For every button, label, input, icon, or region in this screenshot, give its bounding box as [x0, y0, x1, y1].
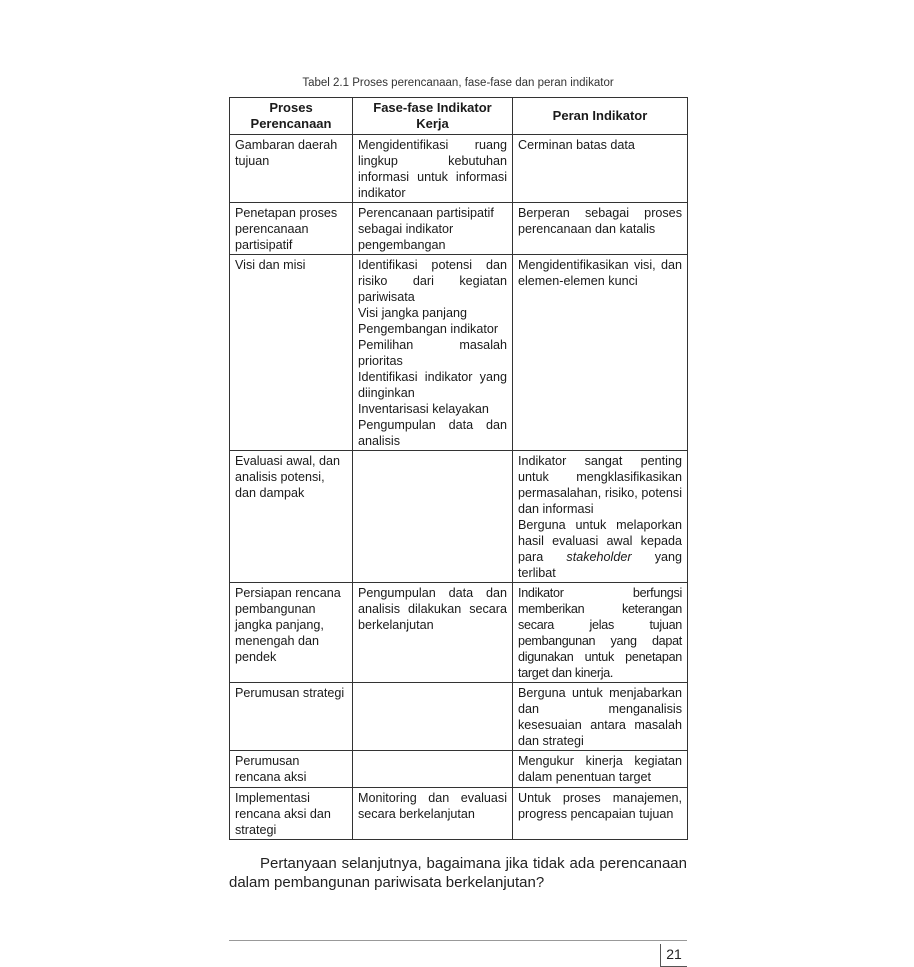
cell-fase — [353, 751, 513, 788]
fase-item: Mengidentifikasi ruang lingkup kebutuhan informasi untuk informasi indikator — [358, 138, 507, 200]
cell-peran — [513, 135, 688, 203]
fase-item: Inventarisasi kelayakan — [358, 402, 489, 416]
peran-item: Indikator berfungsi memberikan keterangan secara jelas tujuan pembangunan yang dapat digunakan untuk penetapan target dan kinerja. — [518, 586, 682, 680]
table-header-row — [230, 98, 688, 135]
table-row — [230, 135, 688, 203]
fase-item: Identifikasi potensi dan risiko dari kegiatan pariwisata — [358, 258, 507, 304]
body-paragraph: Pertanyaan selanjutnya, bagaimana jika tidak ada perencanaan dalam pembangunan pariwisata berkelanjutan? — [229, 855, 687, 891]
cell-fase — [353, 683, 513, 751]
fase-item: Perencanaan partisipatif sebagai indikator pengembangan — [358, 206, 494, 252]
peran-item: Berperan sebagai proses perencanaan dan katalis — [518, 206, 682, 236]
peran-item: Untuk proses manajemen, progress pencapaian tujuan — [518, 791, 682, 821]
cell-proses: Persiapan rencana pembangunan jangka panjang, menengah dan pendek — [230, 583, 353, 683]
header-fase: Fase-fase Indikator Kerja — [353, 98, 513, 135]
table-row — [230, 788, 688, 840]
table-row — [230, 751, 688, 788]
cell-proses: Perumusan rencana aksi — [230, 751, 353, 788]
cell-peran — [513, 788, 688, 840]
page-number: 21 — [660, 944, 687, 967]
cell-fase — [353, 255, 513, 451]
header-proses: Proses Perencanaan — [230, 98, 353, 135]
cell-proses: Gambaran daerah tujuan — [230, 135, 353, 203]
peran-text: yang terlibat — [518, 550, 683, 580]
cell-fase — [353, 203, 513, 255]
fase-item: Identifikasi indikator yang diinginkan — [358, 370, 507, 400]
peran-item — [518, 517, 682, 581]
table-caption: Tabel 2.1 Proses perencanaan, fase-fase dan peran indikator — [302, 77, 614, 89]
fase-item: Visi jangka panjang — [358, 306, 467, 320]
cell-fase — [353, 583, 513, 683]
planning-table — [229, 97, 688, 840]
cell-peran — [513, 255, 688, 451]
peran-item: Cerminan batas data — [518, 138, 635, 152]
cell-fase — [353, 135, 513, 203]
peran-text: Berguna untuk melaporkan hasil evaluasi awal kepada para — [518, 518, 682, 564]
peran-item: Indikator sangat penting untuk mengklasifikasikan permasalahan, risiko, potensi dan informasi — [518, 454, 682, 516]
footer-divider — [229, 940, 687, 941]
cell-peran — [513, 583, 688, 683]
table-row — [230, 451, 688, 583]
fase-item: Monitoring dan evaluasi secara berkelanjutan — [358, 791, 507, 821]
page-content — [229, 76, 687, 967]
peran-item: Mengukur kinerja kegiatan dalam penentuan target — [518, 754, 682, 784]
table-row — [230, 203, 688, 255]
peran-italic: stakeholder — [566, 550, 632, 564]
table-row — [230, 255, 688, 451]
table-row — [230, 683, 688, 751]
cell-proses: Penetapan proses perencanaan partisipatif — [230, 203, 353, 255]
cell-peran — [513, 751, 688, 788]
cell-peran — [513, 683, 688, 751]
table-row — [230, 583, 688, 683]
cell-proses: Perumusan strategi — [230, 683, 353, 751]
fase-item: Pengembangan indikator — [358, 322, 499, 336]
cell-proses: Visi dan misi — [230, 255, 353, 451]
fase-item: Pengumpulan data dan analisis dilakukan secara berkelanjutan — [358, 586, 507, 632]
header-peran: Peran Indikator — [513, 98, 688, 135]
cell-fase — [353, 788, 513, 840]
cell-proses: Implementasi rencana aksi dan strategi — [230, 788, 353, 840]
peran-item: Berguna untuk menjabarkan dan menganalisis kesesuaian antara masalah dan strategi — [518, 686, 682, 748]
cell-peran — [513, 451, 688, 583]
fase-item: Pengumpulan data dan analisis — [358, 418, 507, 448]
cell-proses: Evaluasi awal, dan analisis potensi, dan dampak — [230, 451, 353, 583]
cell-peran — [513, 203, 688, 255]
cell-fase — [353, 451, 513, 583]
peran-item: Mengidentifikasikan visi, dan elemen-elemen kunci — [518, 258, 682, 288]
fase-item: Pemilihan masalah prioritas — [358, 338, 507, 368]
